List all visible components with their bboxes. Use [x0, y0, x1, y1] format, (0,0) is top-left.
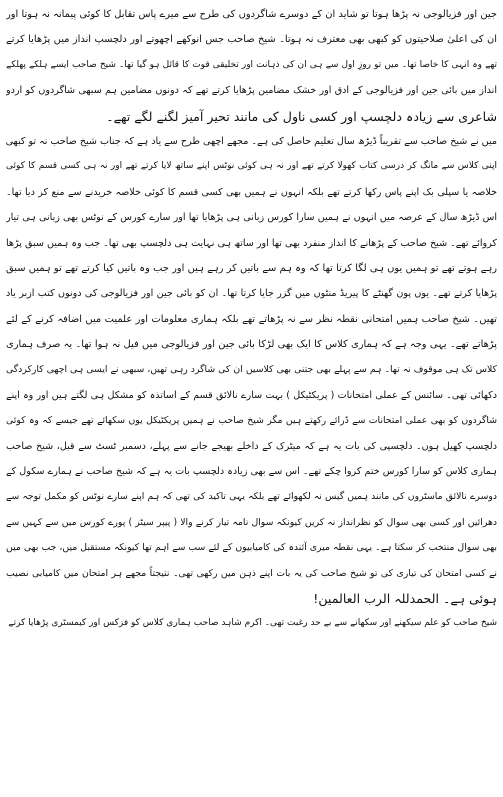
text-line: پڑھاتے تھے۔ یہی وجہ ہے کہ ہماری کلاس کا ایک بھی لڑکا بائی جین اور فزیالوجی میں فیل نہ ہوا تھا۔ یہ صرف ہماری	[6, 339, 497, 351]
text-line: رہے ہوتے تھے تو ہمیں یوں ہی لگا کرتا تھا کہ وہ ہم سے باتیں کر رہے ہیں اور جب وہ باتیں کیا کرتے تھے تو ہمیں سبق	[6, 262, 497, 274]
text-line: ہوئی ہے۔ الحمدللہ الرب العالمین!	[313, 590, 497, 606]
text-line: پڑھایا کرتے تھے۔ یوں پون گھنٹے کا پیریڈ منٹوں میں گزر جایا کرتا تھا۔ ان کو بائی جین اور فزیالوجی کی دونوں کتب ازبر یاد	[6, 288, 497, 300]
text-line: ان کی اعلیٰ صلاحیتوں کو کبھی بھی معترف نہ ہوتا۔ شیخ صاحب جس انوکھے اچھوتے اور دلچسپ انداز میں پڑھایا کرتے	[6, 34, 497, 46]
text-line: اس ڈیڑھ سال کے عرصہ میں انہوں نے ہمیں سارا کورس زبانی ہی پڑھایا تھا اور سارے کورس کے نوٹس بھی زبانی ہی تیار	[6, 212, 497, 224]
text-line: دلچسپ کھیل ہوں۔ دلچسپی کی بات یہ ہے کہ میٹرک کے داخلے بھیجے جانے سے پہلے، دسمبر ٹسٹ سے قبل، شیخ صاحب	[6, 440, 497, 452]
text-line: خلاصہ یا سپلی بک اپنے پاس رکھا کرتے تھے بلکہ انہوں نے ہمیں بھی کسی قسم کا کوئی خلاصہ خریدنے سے منع کر دیا تھا۔	[6, 186, 497, 198]
text-line: شیخ صاحب کو علم سیکھنے اور سکھانے سے بے حد رغبت تھی۔ اکرم شاہد صاحب ہماری کلاس کو فزکس اور کیمسٹری پڑھایا کرتے	[8, 618, 497, 629]
text-line: بھی سوال منتخب کر سکتا ہے۔ یہی نقطہ میری آئندہ کی کامیابیوں کے لئے سب سے اہم تھا کیونکہ مستقبل میں، جب بھی میں	[6, 542, 497, 554]
text-body	[6, 2, 497, 637]
text-line: دوسرے نالائق ماسٹروں کی مانند ہمیں گیس نہ لکھوائے تھے بلکہ یہی تاکید کی تھی کہ ہم اپنے سارے نوٹس کو مکمل توجہ سے	[6, 491, 497, 503]
text-line: کروائے تھے۔ شیخ صاحب کے پڑھانے کا انداز منفرد بھی تھا اور ساتھ ہی نہایت ہی دلچسپ بھی تھا۔ جب وہ ہمیں سبق پڑھا	[6, 237, 497, 249]
text-line: انداز میں بائی جین اور فزیالوجی کے ادق اور خشک مضامین پڑھایا کرتے تھے کہ دونوں مضامین ہم سبھی شاگردوں کو اردو	[6, 85, 497, 97]
text-line: تھیں۔ شیخ صاحب ہمیں امتحانی نقطہ نظر سے نہ پڑھاتے تھے بلکہ ہماری معلومات اور علمیت میں اضافہ کرنے کے لئے	[6, 313, 497, 325]
text-line: دکھائی تھی۔ سائنس کے عملی امتحانات ( پریکٹیکل ) بہت سارے نالائق قسم کے اساتذہ کو مشکل ہی لگتے ہیں اور وہ اپنے	[6, 389, 497, 401]
paragraph	[6, 129, 497, 611]
text-line: اپنی کلاس سے مانگ کر درسی کتاب کھولا کرتے تھے اور نہ ہی کوئی نوٹس اپنے ساتھ لایا کرتے تھے اور نہ ہی کسی قسم کا کوئی	[6, 161, 497, 172]
text-line: تھے وہ انہی کا خاصا تھا۔ میں تو روزِ اول سے ہی ان کی ذہانت اور تخلیقی قوت کا قائل ہو گیا تھا۔ شیخ صاحب ایسے ہلکے پھلکے	[6, 59, 497, 70]
text-line: نے کسی امتحان کی تیاری کی تو شیخ صاحب کی یہ بات اپنے ذہن میں رکھی تھی۔ نتیجتاً مجھے ہر امتحان میں کامیابی نصیب	[6, 567, 497, 579]
paragraph	[6, 2, 497, 129]
text-line: شاگردوں کو بھی عملی امتحانات سے ڈرائے رکھتے ہیں مگر شیخ صاحب نے ہمیں پریکٹیکل یوں سکھائے تھے جیسے کہ وہ کوئی	[6, 415, 497, 427]
text-line: جین اور فزیالوجی نہ پڑھا ہوتا تو شاید ان کے دوسرے شاگردوں کی طرح سے میرے پاس تقابل کا کوئی پیمانہ نہ ہوتا اور	[6, 9, 497, 20]
text-line: میں نے شیخ صاحب سے تقریباً ڈیڑھ سال تعلیم حاصل کی ہے۔ مجھے اچھی طرح سے یاد ہے کہ جناب شیخ صاحب نہ تو کبھی	[6, 135, 497, 147]
text-line: شاعری سے زیادہ دلچسپ اور کسی ناول کی مانند تحیر آمیز لگنے لگے تھے۔	[106, 108, 497, 124]
text-line: ہماری کلاس کو سارا کورس ختم کروا چکے تھے۔ اس سے بھی زیادہ دلچسپ بات یہ ہے کہ شیخ صاحب نے ہمارے سکول کے	[6, 466, 497, 478]
paragraph	[6, 611, 497, 636]
text-line: دھرائیں اور کسی بھی سوال کو نظرانداز نہ کریں کیونکہ سوال نامہ تیار کرنے والا ( پیپر سیٹر ) پورے کورس میں سے کہیں سے	[6, 516, 497, 528]
text-line: کلاس تک ہی موقوف نہ تھا۔ ہم سے پہلے بھی جتنی بھی کلاسیں ان کی شاگرد رہی تھیں، سبھی نے ایسی ہی اچھی کارکردگی	[6, 364, 497, 376]
